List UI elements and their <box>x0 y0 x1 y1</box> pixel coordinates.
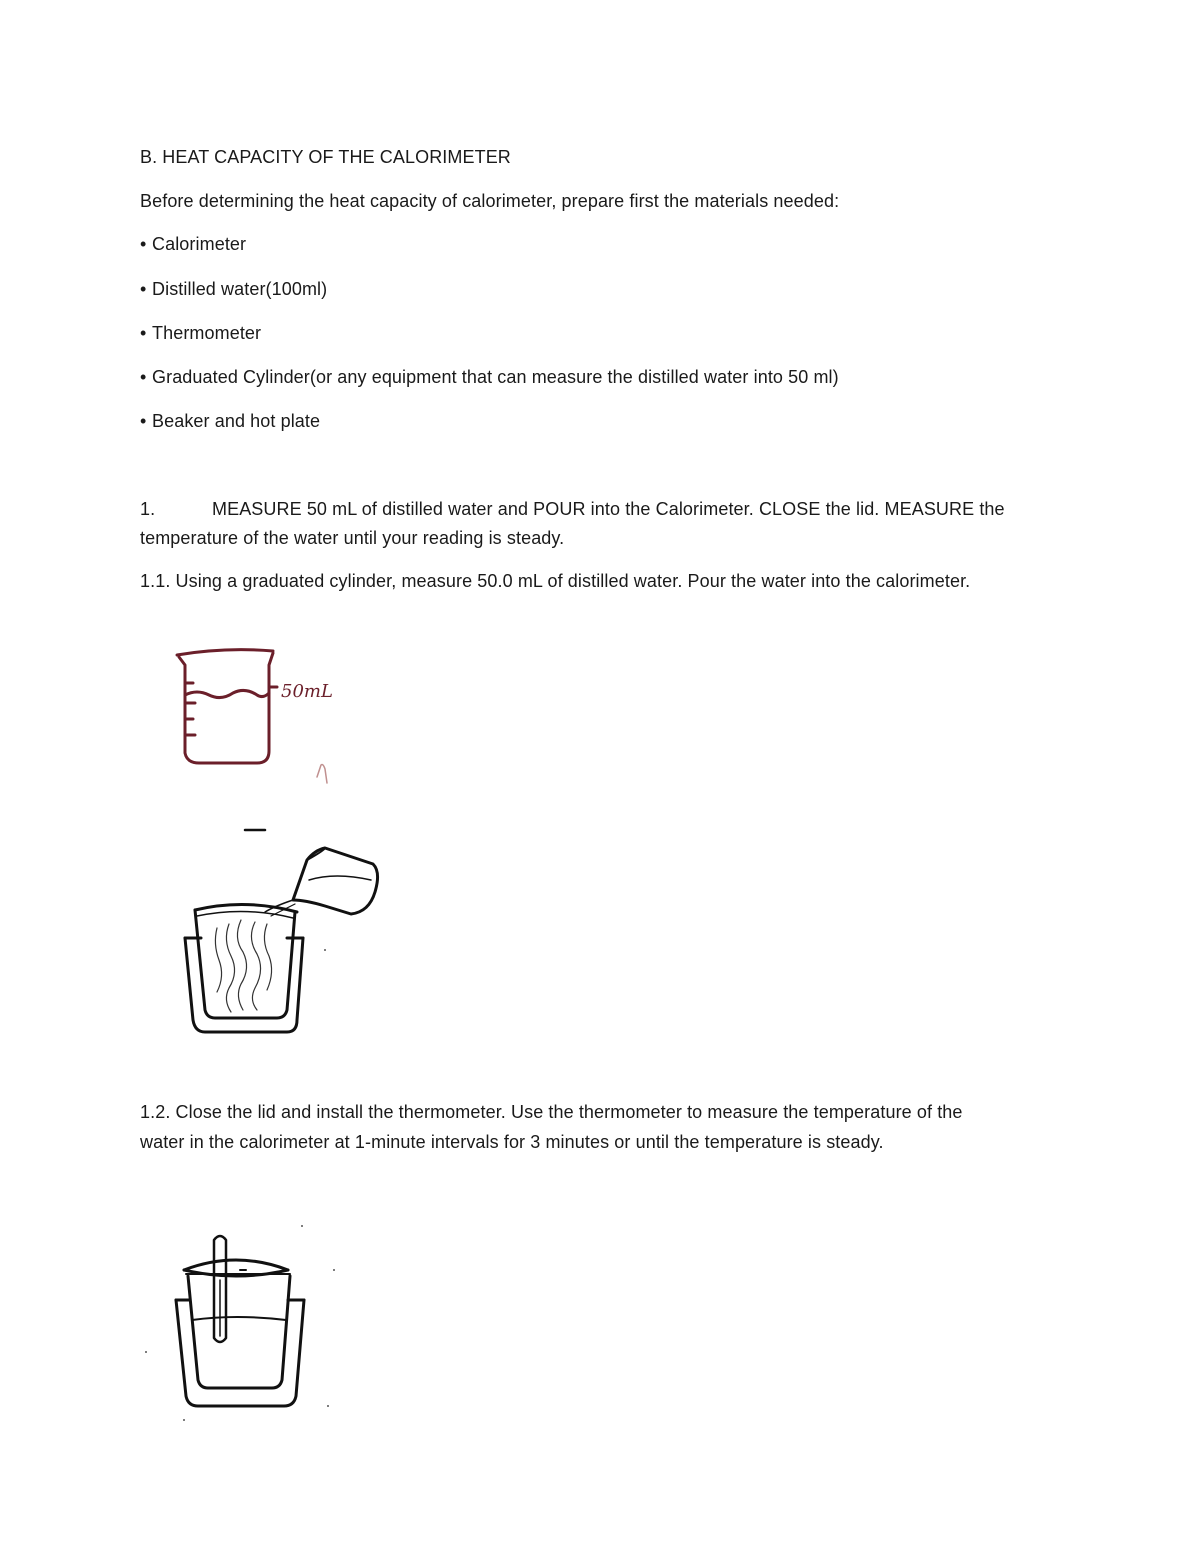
bullet: • <box>140 279 147 299</box>
material-item <box>140 407 320 436</box>
step-1-line-1 <box>140 495 1005 524</box>
material-item <box>140 230 246 259</box>
bullet: • <box>140 367 147 387</box>
beaker-figure <box>165 635 365 795</box>
material-label: Beaker and hot plate <box>152 411 321 431</box>
thermometer-calorimeter-figure <box>140 1220 350 1430</box>
step-1-2-line-2: water in the calorimeter at 1-minute intervals for 3 minutes or until the temperature is steady. <box>140 1132 884 1152</box>
bullet: • <box>140 234 147 254</box>
thermometer-calorimeter-drawing <box>140 1220 350 1430</box>
material-item <box>140 319 261 348</box>
beaker-drawing <box>165 635 365 795</box>
material-label: Calorimeter <box>152 234 247 254</box>
pouring-figure <box>175 820 395 1050</box>
material-label: Thermometer <box>152 323 262 343</box>
bullet: • <box>140 411 147 431</box>
beaker-label: 50mL <box>281 681 333 702</box>
step-1-1-text: 1.1. Using a graduated cylinder, measure 50.0 mL of distilled water. Pour the water into the calorimeter. <box>140 571 971 591</box>
material-label: Distilled water(100ml) <box>152 279 328 299</box>
bullet: • <box>140 323 147 343</box>
material-item <box>140 275 327 304</box>
material-label: Graduated Cylinder(or any equipment that can measure the distilled water into 50 ml) <box>152 367 839 387</box>
step-1-2-line-1: 1.2. Close the lid and install the thermometer. Use the thermometer to measure the temperature of the <box>140 1102 963 1122</box>
material-item <box>140 363 839 392</box>
section-title: B. HEAT CAPACITY OF THE CALORIMETER <box>140 147 511 167</box>
step-1-line-2: temperature of the water until your reading is steady. <box>140 528 565 548</box>
pouring-drawing <box>175 820 395 1050</box>
step-1-text: MEASURE 50 mL of distilled water and POUR into the Calorimeter. CLOSE the lid. MEASURE the <box>212 499 1005 519</box>
intro-paragraph: Before determining the heat capacity of calorimeter, prepare first the materials needed: <box>140 191 840 211</box>
step-number: 1. <box>140 499 156 519</box>
